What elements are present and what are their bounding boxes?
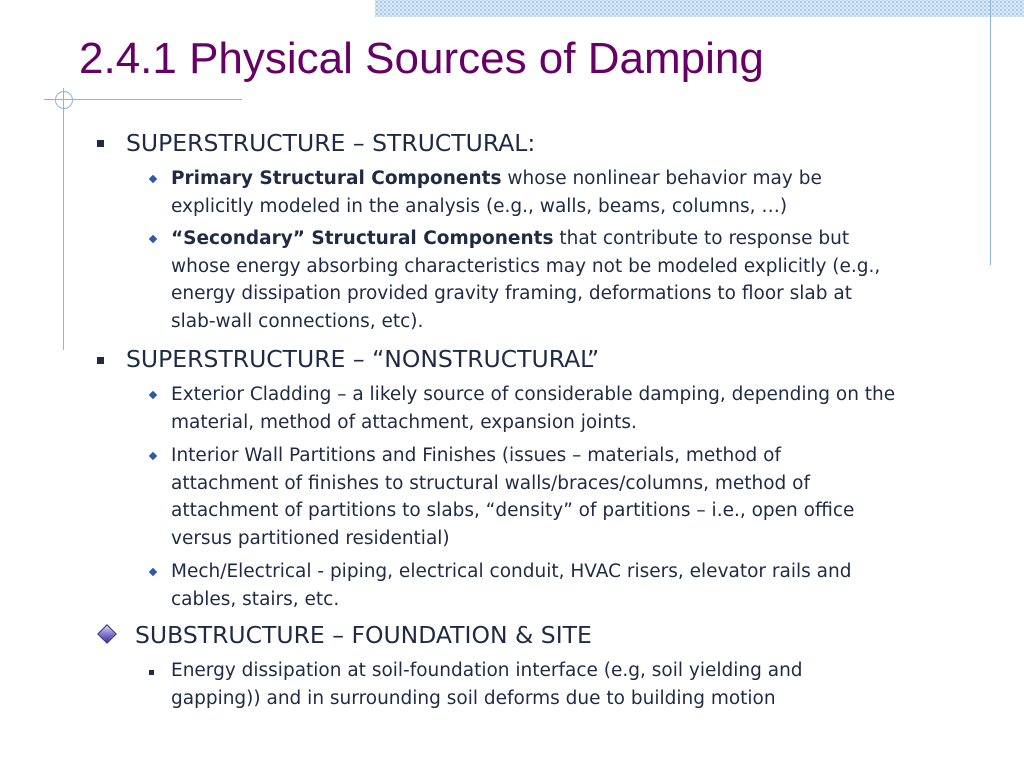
item-primary-structural-text: whose nonlinear behavior may be — [501, 168, 822, 189]
square-bullet-icon — [97, 357, 104, 364]
item-exterior-cladding — [171, 381, 971, 436]
item-interior-partitions-text-3: attachment of partitions to slabs, “density” of partitions – i.e., open office — [171, 500, 855, 522]
item-exterior-cladding-text-2: material, method of attachment, expansion joints. — [171, 411, 637, 433]
item-primary-structural-bold: Primary Structural Components — [171, 168, 502, 189]
item-interior-partitions — [171, 442, 971, 553]
item-primary-structural — [171, 165, 971, 220]
item-secondary-structural — [171, 225, 971, 336]
slide-title: 2.4.1 Physical Sources of Damping — [79, 34, 764, 83]
item-interior-partitions-text-4: versus partitioned residential) — [171, 528, 450, 550]
right-vertical-rule — [990, 0, 991, 265]
corner-ring-ornament — [55, 91, 73, 109]
item-interior-partitions-text-1: Interior Wall Partitions and Finishes (issues – materials, method of — [171, 445, 782, 466]
item-interior-partitions-text-2: attachment of finishes to structural walls/braces/columns, method of — [171, 472, 811, 494]
square-bullet-icon — [97, 140, 104, 147]
small-square-bullet-icon — [149, 670, 154, 675]
heading-superstructure-nonstructural: SUPERSTRUCTURE – “NONSTRUCTURAL” — [126, 345, 600, 373]
dotted-header-band — [375, 0, 1024, 17]
heading-substructure: SUBSTRUCTURE – FOUNDATION & SITE — [135, 621, 592, 649]
diamond-bullet-icon — [149, 175, 157, 183]
item-mech-electrical-text-1: Mech/Electrical - piping, electrical conduit, HVAC risers, elevator rails and — [171, 561, 852, 582]
item-secondary-structural-text: that contribute to response but — [553, 228, 850, 249]
left-horizontal-rule — [44, 99, 242, 100]
heading-superstructure-structural: SUPERSTRUCTURE – STRUCTURAL: — [126, 129, 536, 157]
diamond-bullet-icon — [149, 235, 157, 243]
item-secondary-structural-text-3: energy dissipation provided gravity framing, deformations to floor slab at — [171, 283, 852, 305]
left-vertical-rule — [63, 88, 64, 350]
item-energy-dissipation — [171, 657, 971, 712]
item-secondary-structural-bold: “Secondary” Structural Components — [171, 228, 554, 249]
item-primary-structural-text-2: explicitly modeled in the analysis (e.g., walls, beams, columns, …) — [171, 195, 788, 217]
item-mech-electrical-text-2: cables, stairs, etc. — [171, 588, 340, 610]
diamond-bullet-icon — [149, 568, 157, 576]
large-diamond-bullet-icon — [97, 624, 117, 644]
item-energy-dissipation-text-1: Energy dissipation at soil-foundation interface (e.g, soil yielding and — [171, 660, 803, 681]
item-secondary-structural-text-4: slab-wall connections, etc). — [171, 311, 424, 333]
diamond-bullet-icon — [149, 391, 157, 399]
item-energy-dissipation-text-2: gapping)) and in surrounding soil deforms due to building motion — [171, 687, 776, 709]
item-secondary-structural-text-2: whose energy absorbing characteristics may not be modeled explicitly (e.g., — [171, 255, 881, 277]
item-exterior-cladding-text-1: Exterior Cladding – a likely source of considerable damping, depending on the — [171, 384, 896, 405]
diamond-bullet-icon — [149, 452, 157, 460]
item-mech-electrical — [171, 558, 971, 613]
